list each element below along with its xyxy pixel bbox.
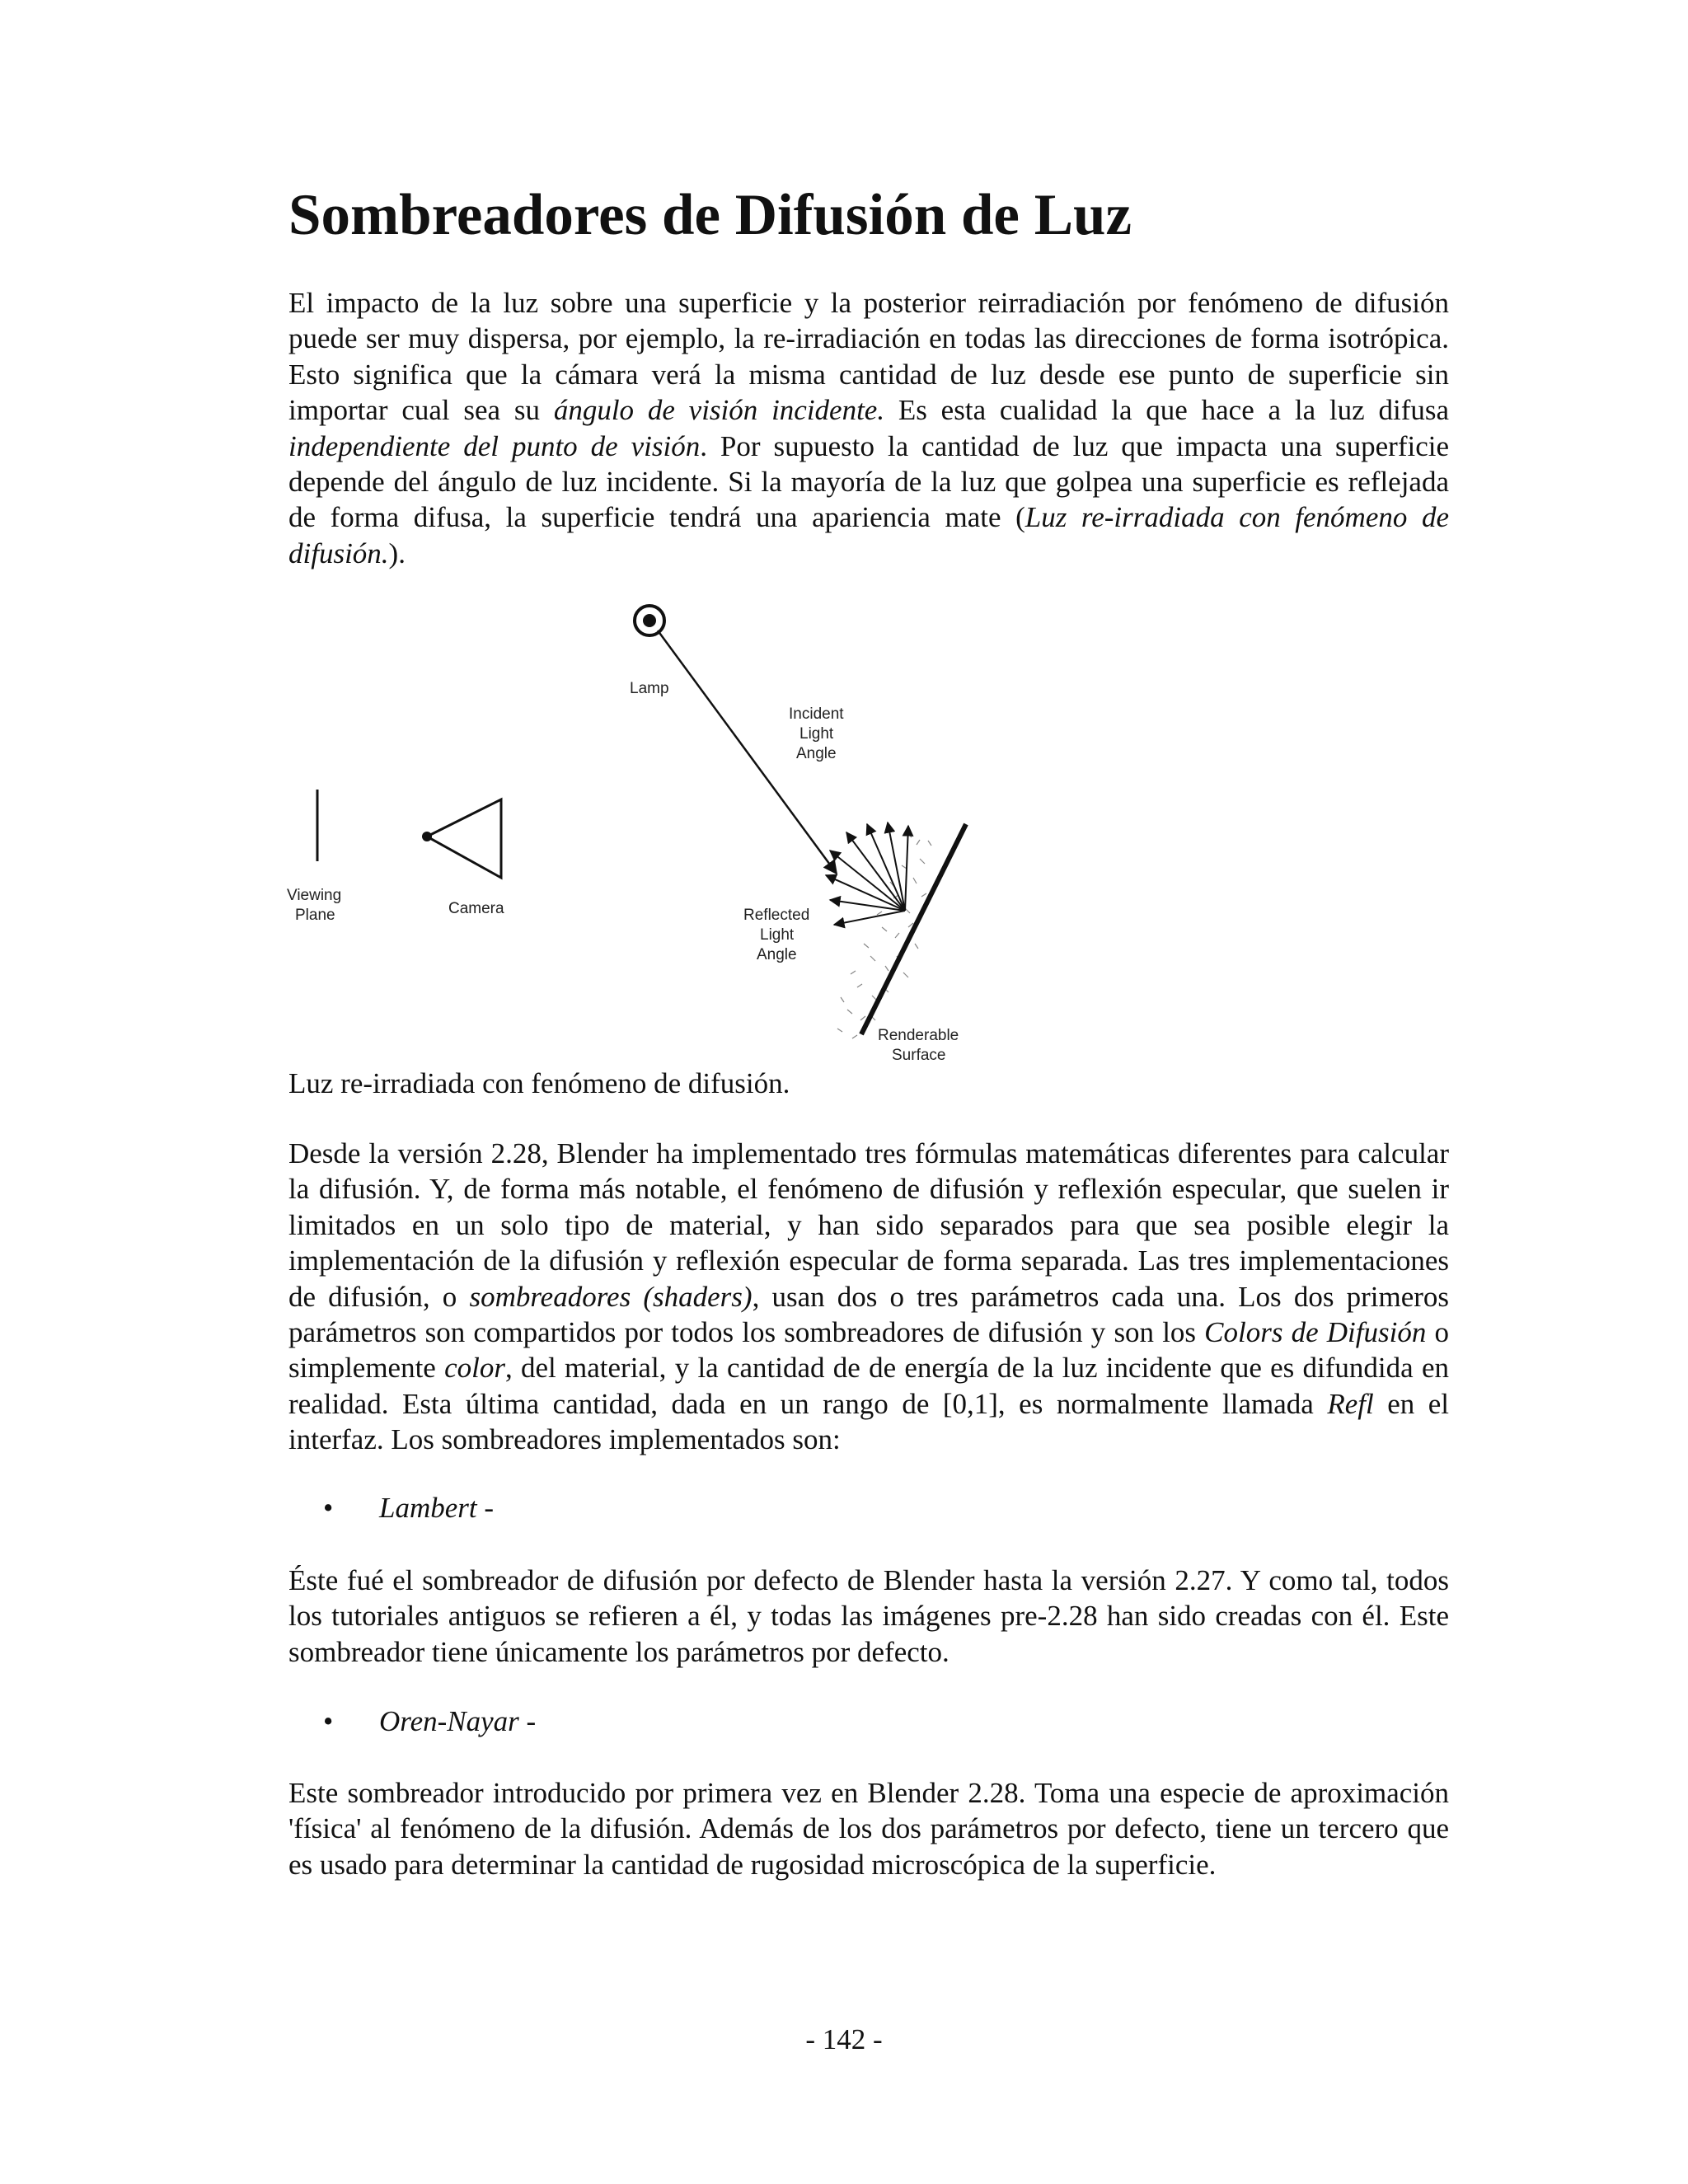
text-run: El impacto de la luz sobre una superficie y la posterior reirradiación por fenómeno de difusión puede ser muy dispersa, por ejemplo, la re-irradiación en todas las direcciones de forma isotrópica. Esto significa que la cámara verá la misma cantidad de luz desde ese punto de superficie sin importar cual sea su: [288, 287, 1449, 427]
list-item-label: Lambert -: [379, 1492, 495, 1524]
figure-caption: Luz re-irradiada con fenómeno de difusión.: [288, 1067, 790, 1099]
text-run: . Por supuesto la cantidad de luz que impacta una superficie depende del ángulo de luz incidente. Si la mayoría de la luz que golpea una superficie es reflejada de forma difusa, la superficie tendrá una apariencia mate (: [288, 429, 1449, 534]
intro-paragraph: [288, 285, 1449, 571]
lambert-paragraph: Éste fué el sombreador de difusión por defecto de Blender hasta la versión 2.27. Y como tal, todos los tutoriales antiguos se refieren a él, y todas las imágenes pre-2.28 han sido creadas con él. Este sombreador tiene únicamente los parámetros por defecto.: [288, 1564, 1449, 1668]
viewing-label-line2: Plane: [295, 907, 335, 924]
oren-nayar-paragraph: Este sombreador introducido por primera vez en Blender 2.28. Toma una especie de aproximación 'física' al fenómeno de la difusión. Además de los dos parámetros por defecto, tiene un tercero que es usado para determinar la cantidad de rugosidad microscópica de la superficie.: [288, 1777, 1449, 1881]
italic-run: sombreadores (shaders): [469, 1280, 753, 1313]
text-run: en el interfaz. Los sombreadores implementados son:: [288, 1387, 1449, 1456]
text-run: , del material, y la cantidad de de energía de la luz incidente que es difundida en realidad. Esta última cantidad, dada en un rango de [0,1], es normalmente llamada: [288, 1352, 1449, 1420]
incident-label-line3: Angle: [796, 745, 837, 762]
renderable-surface: [861, 824, 966, 1034]
text-run: ).: [388, 537, 406, 569]
italic-run: color: [444, 1352, 505, 1385]
italic-run: ángulo de visión incidente.: [553, 394, 885, 427]
incident-label-line2: Light: [799, 725, 834, 743]
italic-run: Luz re-irradiada con fenómeno de difusión.: [288, 501, 1449, 569]
list-item-label: Oren-Nayar -: [379, 1705, 537, 1737]
renderable-label-line1: Renderable: [878, 1027, 959, 1044]
renderable-label-line2: Surface: [892, 1047, 946, 1064]
reflected-label-line3: Angle: [757, 946, 797, 963]
lamp-label: Lamp: [630, 680, 669, 697]
italic-run: independiente del punto de visión: [288, 429, 701, 462]
shaders-paragraph: [288, 1136, 1449, 1458]
diffuse-light-diagram: [280, 593, 1006, 1071]
bullet-icon: •: [323, 1705, 334, 1737]
page-title: Sombreadores de Difusión de Luz: [288, 183, 1132, 247]
reflected-label-line1: Reflected: [743, 907, 810, 924]
text-run: Desde la versión 2.28, Blender ha implementado tres fórmulas matemáticas diferentes para calcular la difusión. Y, de forma más notable, el fenómeno de difusión y reflexión especular, que suelen ir limitados en un solo tipo de material, y han sido separados para que sea posible elegir la implementación de la difusión y reflexión especular de forma separada. Las tres implementaciones de difusión, o: [288, 1137, 1449, 1313]
viewing-label-line1: Viewing: [287, 887, 342, 904]
italic-run: Refl: [1327, 1387, 1374, 1420]
page-number: - 142 -: [805, 2023, 883, 2055]
text-run: Es esta cualidad la que hace a la luz difusa: [884, 394, 1450, 427]
bullet-icon: •: [323, 1492, 334, 1524]
text-run: , usan dos o tres parámetros cada una. Los dos primeros parámetros son compartidos por todos los sombreadores de difusión y son los: [288, 1280, 1450, 1349]
camera-label: Camera: [448, 900, 504, 917]
text-run: o simplemente: [288, 1316, 1449, 1385]
incident-label-line1: Incident: [789, 705, 844, 723]
lamp-icon: [635, 606, 664, 635]
camera-icon: [422, 799, 501, 878]
reflected-rays: [826, 823, 908, 925]
reflected-label-line2: Light: [760, 926, 795, 944]
italic-run: Colors de Difusión: [1204, 1316, 1427, 1349]
